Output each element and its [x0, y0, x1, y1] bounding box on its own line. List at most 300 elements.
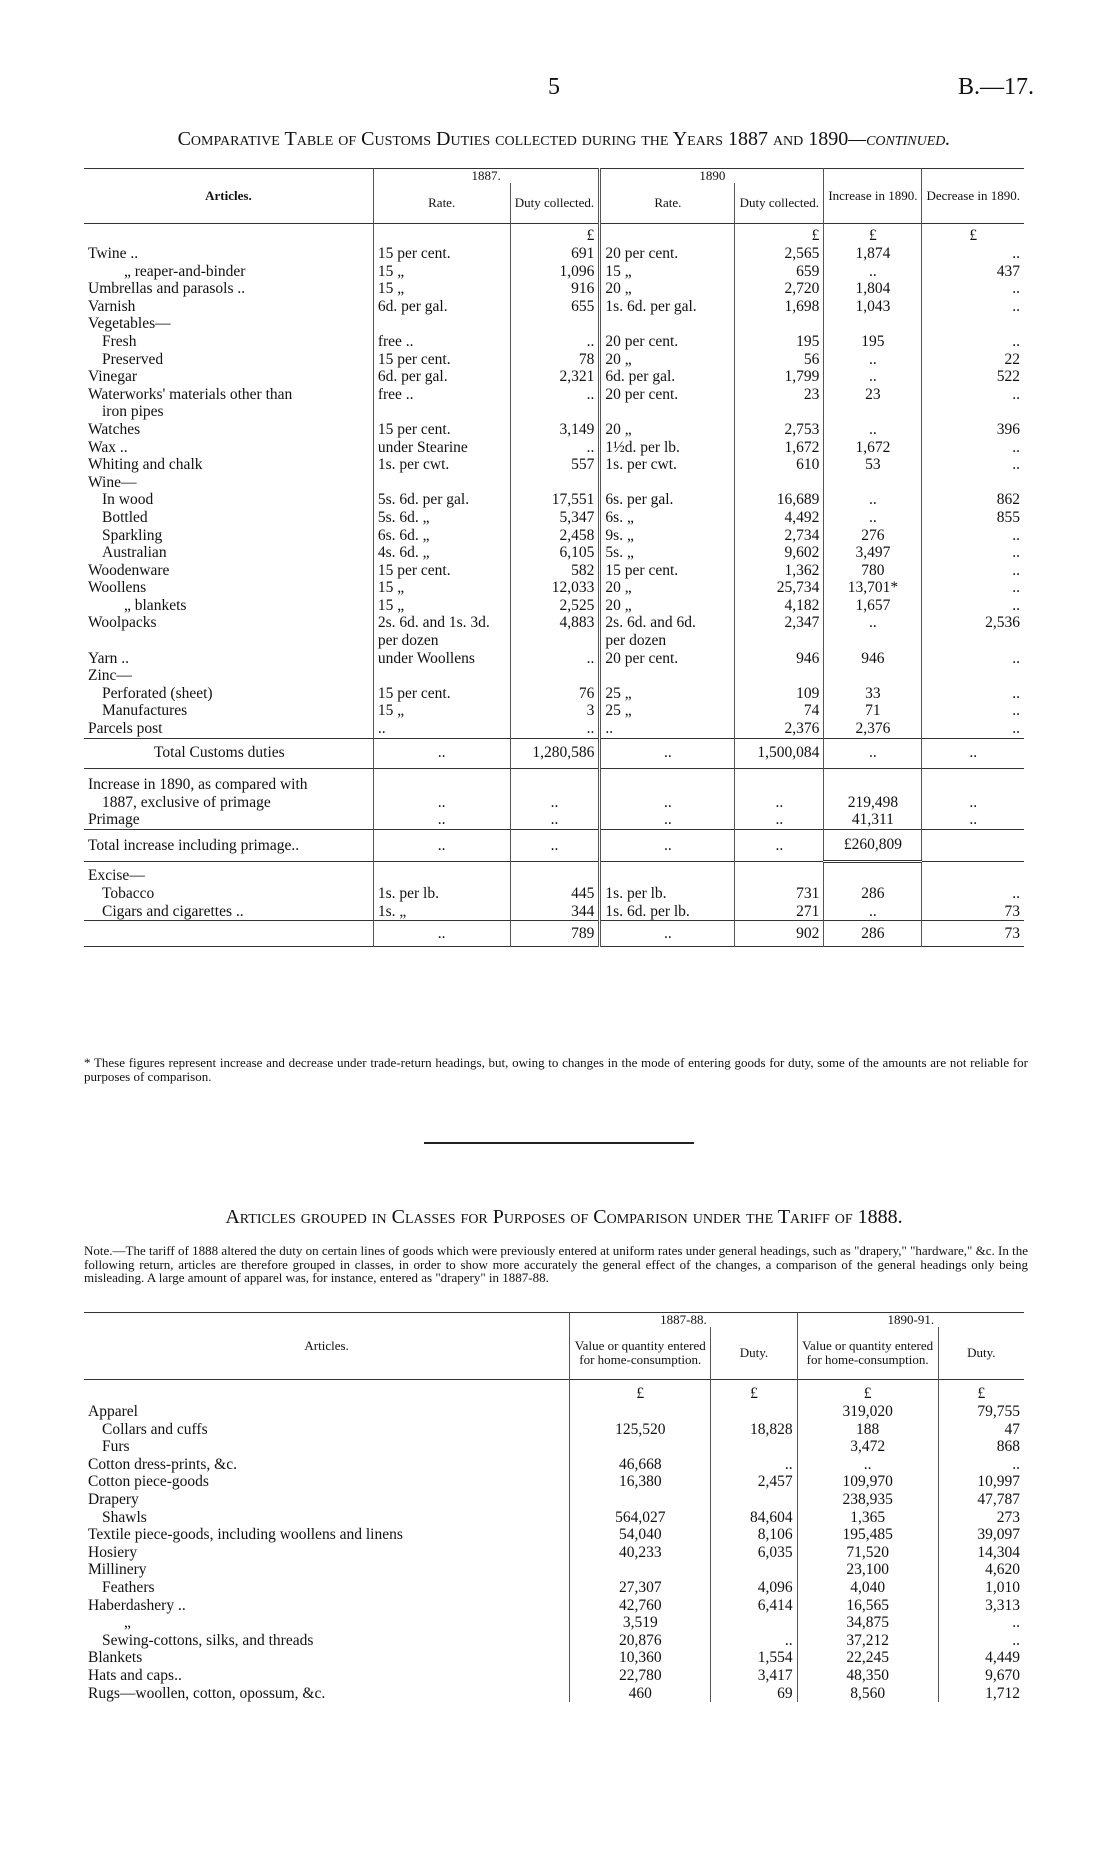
increase-1890: ..	[824, 903, 922, 921]
duty-1890: 25,734	[735, 579, 824, 597]
rate-1890	[600, 474, 735, 492]
customs-table-body	[84, 223, 1024, 738]
value-1890-91: 22,245	[797, 1649, 938, 1667]
decrease-1890: 855	[922, 509, 1024, 527]
article-name: Preserved	[102, 350, 164, 368]
currency-symbol: £	[824, 223, 922, 245]
rate-1887: under Stearine	[373, 439, 510, 457]
article-name: Vegetables—	[88, 315, 171, 333]
duty-1887: ..	[510, 386, 600, 404]
customs-duties-table	[84, 168, 1024, 947]
article-name: Drapery	[88, 1490, 139, 1508]
rate-1887: free ..	[373, 386, 510, 404]
value-1887-88: 3,519	[570, 1614, 711, 1632]
table-row	[84, 1561, 1024, 1579]
rate-1890: 20 „	[600, 351, 735, 369]
excise-total-decrease: 73	[922, 921, 1024, 947]
duty-1890: 1,362	[735, 562, 824, 580]
rate-1890: 1½d. per lb.	[600, 439, 735, 457]
duty-1890-91: 868	[938, 1438, 1024, 1456]
duty-1887: 445	[510, 885, 600, 903]
page-number: 5	[548, 74, 560, 100]
increase-1890: 33	[824, 685, 922, 703]
table-row	[84, 702, 1024, 720]
duty-1887-88	[711, 1561, 797, 1579]
increase-1890	[824, 667, 922, 685]
article-name: Cotton piece-goods	[88, 1473, 209, 1491]
duty-1887: ..	[510, 720, 600, 738]
duty-1887: ..	[510, 439, 600, 457]
table-row	[84, 298, 1024, 316]
col-value-8788: Value or quantity entered for home-consumption.	[570, 1327, 711, 1379]
value-1890-91: 37,212	[797, 1632, 938, 1650]
article-name: Yarn ..	[88, 649, 130, 667]
duty-1887: 344	[510, 903, 600, 921]
customs-table-totals: Total Customs duties .. 1,280,586 .. 1,500,084 .. .. Increase in 1890, as compared with 1887, exclusive of primage .. .. .. .. 219,498 .. Primage .. .. .. .. 41,311 .. Total increase including primage.. .. .. .. .. £260,809 Excise—	[84, 738, 1024, 885]
duty-1890-91: 4,449	[938, 1649, 1024, 1667]
duty-1890-91: 1,010	[938, 1579, 1024, 1597]
table2-title: Articles grouped in Classes for Purposes of Comparison under the Tariff of 1888.	[225, 1206, 903, 1228]
increase-1890	[824, 474, 922, 492]
article-name: Whiting and chalk	[88, 456, 203, 474]
rate-1887: 15 „	[373, 280, 510, 298]
primage-label: Primage	[88, 811, 140, 829]
rate-1887: 6s. 6d. „	[373, 527, 510, 545]
articles-by-class-table	[84, 1312, 1024, 1702]
increase-1890	[824, 315, 922, 333]
article-name: Apparel	[88, 1403, 138, 1420]
value-1887-88: 564,027	[570, 1509, 711, 1527]
rate-1890: 1s. 6d. per gal.	[600, 298, 735, 316]
rate-1890: 2s. 6d. and 6d.	[600, 614, 735, 632]
article-name: Umbrellas and parasols ..	[88, 280, 246, 298]
duty-1887: 557	[510, 456, 600, 474]
duty-1890-91: ..	[938, 1456, 1024, 1474]
col-rate-1887: Rate.	[373, 183, 510, 223]
table-row	[84, 544, 1024, 562]
table1-title-main: Comparative Table of Customs Duties collected during the Years 1887 and 1890	[177, 128, 849, 150]
table-row	[84, 1456, 1024, 1474]
table-row	[84, 1685, 1024, 1703]
duty-1887-88: 6,035	[711, 1544, 797, 1562]
duty-1887-88	[711, 1491, 797, 1509]
table-row	[84, 1614, 1024, 1632]
increase-1890: ..	[824, 421, 922, 439]
article-name: Woodenware	[88, 561, 170, 579]
duty-1890-91: ..	[938, 1614, 1024, 1632]
duty-1890: 56	[735, 351, 824, 369]
duty-1890: 659	[735, 263, 824, 281]
increase-1890: 53	[824, 456, 922, 474]
rate-1890	[600, 667, 735, 685]
table-row	[84, 491, 1024, 509]
duty-1887-88: 4,096	[711, 1579, 797, 1597]
duty-1890: 2,565	[735, 245, 824, 263]
value-1890-91: 4,040	[797, 1579, 938, 1597]
duty-1887: 691	[510, 245, 600, 263]
rate-1890: 1s. 6d. per lb.	[600, 903, 735, 921]
rate-1890: 6d. per gal.	[600, 368, 735, 386]
duty-1887: 76	[510, 685, 600, 703]
decrease-1890: ..	[922, 386, 1024, 404]
rate-1887: 15 „	[373, 702, 510, 720]
table-row	[84, 650, 1024, 668]
rate-1890: 6s. per gal.	[600, 491, 735, 509]
col-1890: 1890	[600, 169, 824, 184]
decrease-1890	[922, 667, 1024, 685]
rate-1890	[600, 315, 735, 333]
article-name: Zinc—	[88, 667, 132, 685]
rate-1887: ..	[373, 720, 510, 738]
table-row	[84, 509, 1024, 527]
duty-1887-88: 1,554	[711, 1649, 797, 1667]
article-name: „ blankets	[124, 596, 187, 614]
decrease-1890: ..	[922, 885, 1024, 903]
table-row	[84, 1403, 1024, 1421]
table-row	[84, 720, 1024, 738]
col-articles-2: Articles.	[304, 1337, 349, 1353]
excise-total-1887: 789	[510, 921, 600, 947]
duty-1887: ..	[510, 650, 600, 668]
rate-1887: free ..	[373, 333, 510, 351]
duty-1890	[735, 474, 824, 492]
table-row	[84, 315, 1024, 333]
excise-totals: .. 789 .. 902 286 73	[84, 921, 1024, 947]
article-name: Manufactures	[102, 702, 188, 720]
duty-1887: 916	[510, 280, 600, 298]
duty-1887: 12,033	[510, 579, 600, 597]
duty-1890: 1,698	[735, 298, 824, 316]
rate-1887: 15 „	[373, 597, 510, 615]
increase-1890: 780	[824, 562, 922, 580]
table-row	[84, 527, 1024, 545]
table-row	[84, 1526, 1024, 1544]
table-row	[84, 1491, 1024, 1509]
increase-1890: 195	[824, 333, 922, 351]
duty-1887-88: 69	[711, 1685, 797, 1703]
decrease-1890: 73	[922, 903, 1024, 921]
rate-1887: 5s. 6d. „	[373, 509, 510, 527]
decrease-1890: 522	[922, 368, 1024, 386]
table-row	[84, 1597, 1024, 1615]
table2-note: Note.—The tariff of 1888 altered the duty on certain lines of goods which were previously entered at uniform rates under general headings, such as "drapery," "hardware," &c. In the following return, articles are therefore grouped in classes, in order to show more accurately the general effect of the changes, a comparison of the general headings only being misleading. A large amount of apparel was, for instance, entered as "drapery" in 1887-88.	[84, 1243, 1028, 1285]
rate-1890: 1s. per cwt.	[600, 456, 735, 474]
increase-1890: ..	[824, 368, 922, 386]
total-customs-1890: 1,500,084	[735, 738, 824, 768]
duty-1887: 3	[510, 702, 600, 720]
article-name: Cotton dress-prints, &c.	[88, 1455, 237, 1473]
decrease-1890: 437	[922, 263, 1024, 281]
decrease-1890	[922, 474, 1024, 492]
value-1887-88: 42,760	[570, 1597, 711, 1615]
col-duty-8788: Duty.	[711, 1327, 797, 1379]
table-row	[84, 1667, 1024, 1685]
value-1890-91: 16,565	[797, 1597, 938, 1615]
table-row	[84, 1421, 1024, 1439]
increase-1890: 1,874	[824, 245, 922, 263]
col-1887-88: 1887-88.	[570, 1313, 797, 1328]
duty-1887-88	[711, 1403, 797, 1421]
footnote: * These figures represent increase and decrease under trade-return headings, but, owing to changes in the mode of entering goods for duty, some of the amounts are not reliable for purposes of comparison.	[84, 1055, 1028, 1084]
total-increase-value: £260,809	[824, 829, 922, 861]
table-row	[84, 562, 1024, 580]
col-1887: 1887.	[373, 169, 600, 184]
duty-1890-91: 14,304	[938, 1544, 1024, 1562]
duty-1887-88: 84,604	[711, 1509, 797, 1527]
table-row	[84, 456, 1024, 474]
rate-1890: 5s. „	[600, 544, 735, 562]
value-1887-88	[570, 1403, 711, 1421]
table-row	[84, 579, 1024, 597]
table-row	[84, 351, 1024, 369]
article-name: Wax ..	[88, 438, 128, 456]
increase-1890: 1,043	[824, 298, 922, 316]
duty-1887: 1,096	[510, 263, 600, 281]
duty-1887: 2,458	[510, 527, 600, 545]
rate-1887: 1s. per cwt.	[373, 456, 510, 474]
table-row	[84, 1579, 1024, 1597]
increase-1890: 1,657	[824, 597, 922, 615]
article-name: Fresh	[102, 332, 137, 350]
table-row	[84, 614, 1024, 632]
total-increase-label: Total increase including primage..	[88, 836, 300, 854]
table-row	[84, 1544, 1024, 1562]
articles-table-body	[84, 1379, 1024, 1702]
currency-symbol: £	[797, 1379, 938, 1403]
duty-1890: 2,720	[735, 280, 824, 298]
article-name: Furs	[102, 1438, 130, 1456]
col-value-9091: Value or quantity entered for home-consumption.	[797, 1327, 938, 1379]
value-1890-91: 23,100	[797, 1561, 938, 1579]
table-row	[84, 1632, 1024, 1650]
decrease-1890: ..	[922, 720, 1024, 738]
decrease-1890	[922, 403, 1024, 421]
article-name: Feathers	[102, 1578, 155, 1596]
duty-1887: 78	[510, 351, 600, 369]
increase-1890: ..	[824, 509, 922, 527]
article-name: Twine ..	[88, 245, 139, 262]
rate-1890: 9s. „	[600, 527, 735, 545]
currency-symbol: £	[922, 223, 1024, 245]
rate-1890: 1s. per lb.	[600, 885, 735, 903]
duty-1887: 655	[510, 298, 600, 316]
rate-1887	[373, 474, 510, 492]
duty-1890: 2,753	[735, 421, 824, 439]
excise-heading: Excise—	[88, 867, 145, 885]
table-row	[84, 421, 1024, 439]
value-1887-88	[570, 1561, 711, 1579]
rate-1887: 1s. per lb.	[373, 885, 510, 903]
decrease-1890: ..	[922, 333, 1024, 351]
increase-1890: ..	[824, 351, 922, 369]
duty-1887	[510, 315, 600, 333]
decrease-1890: 396	[922, 421, 1024, 439]
rate-1890: 25 „	[600, 685, 735, 703]
rate-1887	[373, 403, 510, 421]
table-row	[84, 368, 1024, 386]
duty-1890	[735, 667, 824, 685]
increase-1890: 2,376	[824, 720, 922, 738]
duty-1890	[735, 315, 824, 333]
rate-1887: 15 per cent.	[373, 562, 510, 580]
increase-1890: 276	[824, 527, 922, 545]
increase-1890: 1,804	[824, 280, 922, 298]
duty-1890-91: 4,620	[938, 1561, 1024, 1579]
col-articles: Articles.	[205, 187, 252, 203]
value-1890-91: ..	[797, 1456, 938, 1474]
duty-1887-88: 6,414	[711, 1597, 797, 1615]
currency-symbol: £	[711, 1379, 797, 1403]
article-name: Parcels post	[88, 720, 163, 738]
rate-1887	[373, 667, 510, 685]
duty-1890-91: 79,755	[938, 1403, 1024, 1421]
duty-1887: ..	[510, 333, 600, 351]
rate-1887: 15 „	[373, 263, 510, 281]
value-1890-91: 195,485	[797, 1526, 938, 1544]
rate-1887: 15 per cent.	[373, 685, 510, 703]
value-1887-88: 16,380	[570, 1473, 711, 1491]
decrease-1890: ..	[922, 527, 1024, 545]
article-name: „	[124, 1614, 131, 1632]
total-customs-label: Total Customs duties	[154, 744, 285, 762]
article-name: Watches	[88, 420, 141, 438]
decrease-1890: ..	[922, 439, 1024, 457]
value-1890-91: 238,935	[797, 1491, 938, 1509]
duty-1887-88: ..	[711, 1456, 797, 1474]
table-row	[84, 263, 1024, 281]
rate-1890: 20 „	[600, 597, 735, 615]
value-1887-88: 54,040	[570, 1526, 711, 1544]
currency-symbol: £	[510, 223, 600, 245]
duty-1890: 271	[735, 903, 824, 921]
table-row	[84, 632, 1024, 650]
duty-1890: 1,799	[735, 368, 824, 386]
rate-1887: 15 per cent.	[373, 245, 510, 263]
value-1887-88: 10,360	[570, 1649, 711, 1667]
value-1887-88: 20,876	[570, 1632, 711, 1650]
duty-1890-91: 9,670	[938, 1667, 1024, 1685]
rate-1890: 20 per cent.	[600, 333, 735, 351]
article-name: Perforated (sheet)	[102, 684, 213, 702]
table-row	[84, 245, 1024, 263]
duty-1890-91: 39,097	[938, 1526, 1024, 1544]
duty-1890-91: 10,997	[938, 1473, 1024, 1491]
article-name: Woolpacks	[88, 614, 157, 632]
value-1890-91: 1,365	[797, 1509, 938, 1527]
duty-1890: 2,347	[735, 614, 824, 632]
duty-1887: 2,525	[510, 597, 600, 615]
duty-1887: 6,105	[510, 544, 600, 562]
decrease-1890: ..	[922, 562, 1024, 580]
increase-1890: 286	[824, 885, 922, 903]
rate-1887: 15 per cent.	[373, 421, 510, 439]
article-name: Rugs—woollen, cotton, opossum, &c.	[88, 1684, 326, 1702]
article-name: Varnish	[88, 297, 136, 315]
value-1890-91: 3,472	[797, 1438, 938, 1456]
duty-1887	[510, 667, 600, 685]
excise-total-increase: 286	[824, 921, 922, 947]
duty-1890-91: ..	[938, 1632, 1024, 1650]
col-duty-9091: Duty.	[938, 1327, 1024, 1379]
duty-1890: 2,734	[735, 527, 824, 545]
increase-1890: 71	[824, 702, 922, 720]
rate-1887: 15 „	[373, 579, 510, 597]
total-customs-1887: 1,280,586	[510, 738, 600, 768]
article-name: Millinery	[88, 1561, 147, 1579]
rate-1890: 20 „	[600, 280, 735, 298]
rate-1890: per dozen	[600, 632, 735, 650]
duty-1890: 4,182	[735, 597, 824, 615]
table-row	[84, 386, 1024, 404]
col-decrease: Decrease in 1890.	[922, 169, 1024, 224]
article-name: Vinegar	[88, 368, 137, 386]
decrease-1890: 2,536	[922, 614, 1024, 632]
rate-1887: 15 per cent.	[373, 351, 510, 369]
duty-1887-88	[711, 1614, 797, 1632]
article-name: Sewing-cottons, silks, and threads	[102, 1631, 314, 1649]
duty-1890: 109	[735, 685, 824, 703]
duty-1887: 582	[510, 562, 600, 580]
value-1887-88: 46,668	[570, 1456, 711, 1474]
rate-1887	[373, 315, 510, 333]
rate-1890: 20 per cent.	[600, 245, 735, 263]
rate-1887: 1s. „	[373, 903, 510, 921]
primage-value: 41,311	[824, 811, 922, 829]
decrease-1890: ..	[922, 685, 1024, 703]
table1-title-continued: —continued.	[848, 128, 951, 150]
value-1890-91: 34,875	[797, 1614, 938, 1632]
rate-1890: 20 per cent.	[600, 650, 735, 668]
col-1890-91: 1890-91.	[797, 1313, 1024, 1328]
duty-1887	[510, 632, 600, 650]
currency-symbol: £	[570, 1379, 711, 1403]
article-name: Cigars and cigarettes ..	[102, 902, 244, 920]
rate-1887: 5s. 6d. per gal.	[373, 491, 510, 509]
duty-1890-91: 273	[938, 1509, 1024, 1527]
duty-1887-88: ..	[711, 1632, 797, 1650]
article-name: Wine—	[88, 473, 137, 491]
value-1890-91: 48,350	[797, 1667, 938, 1685]
value-1890-91: 109,970	[797, 1473, 938, 1491]
value-1890-91: 319,020	[797, 1403, 938, 1421]
decrease-1890: ..	[922, 597, 1024, 615]
rate-1890: 20 „	[600, 421, 735, 439]
duty-1890-91: 47	[938, 1421, 1024, 1439]
article-name: Sparkling	[102, 526, 163, 544]
table-row	[84, 1649, 1024, 1667]
duty-1890: 74	[735, 702, 824, 720]
increase-1890: 23	[824, 386, 922, 404]
value-1890-91: 8,560	[797, 1685, 938, 1703]
rate-1890: 15 „	[600, 263, 735, 281]
rate-1890: 15 per cent.	[600, 562, 735, 580]
rate-1887: 6d. per gal.	[373, 298, 510, 316]
article-name: Collars and cuffs	[102, 1420, 208, 1438]
currency-symbol: £	[938, 1379, 1024, 1403]
col-duty-1887: Duty collected.	[510, 183, 600, 223]
table-row	[84, 1438, 1024, 1456]
rate-1890: 6s. „	[600, 509, 735, 527]
page-reference: B.—17.	[957, 74, 1034, 100]
excise-total-1890: 902	[735, 921, 824, 947]
col-duty-1890: Duty collected.	[735, 183, 824, 223]
increase-1890: ..	[824, 491, 922, 509]
decrease-1890: ..	[922, 702, 1024, 720]
decrease-1890: 22	[922, 351, 1024, 369]
duty-1890: 16,689	[735, 491, 824, 509]
rate-1887: 2s. 6d. and 1s. 3d.	[373, 614, 510, 632]
duty-1890: 4,492	[735, 509, 824, 527]
